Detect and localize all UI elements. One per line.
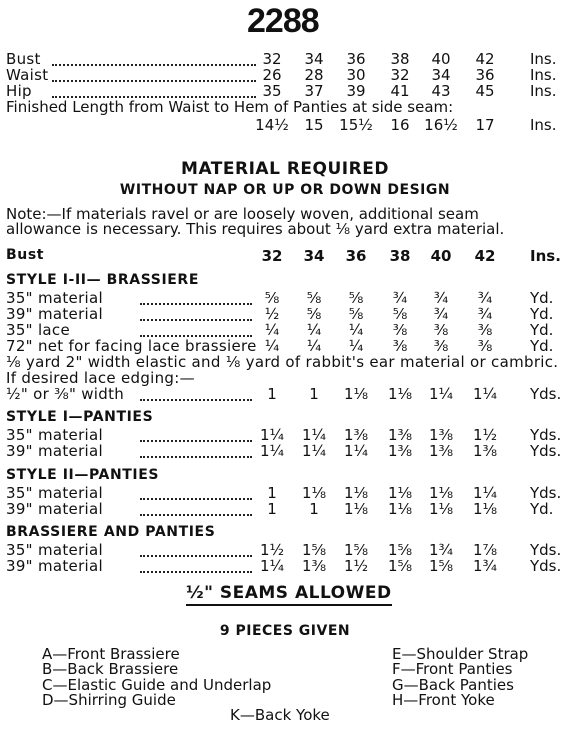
row-value: ¾	[392, 289, 408, 307]
row-value: 34	[431, 66, 451, 84]
row-unit: Yds.	[530, 426, 562, 444]
row-value: ⅜	[392, 321, 408, 339]
row-value: 1¼	[259, 442, 285, 460]
row-value: ¼	[348, 321, 364, 339]
row-value: 36	[346, 50, 366, 68]
piece-d: D—Shirring Guide	[42, 691, 176, 709]
row-label: Bust	[6, 50, 41, 68]
row-label: 39" material	[6, 305, 103, 323]
piece-f: F—Front Panties	[392, 660, 513, 678]
pattern-number: 2288	[247, 2, 319, 40]
row-unit: Ins.	[530, 82, 557, 100]
row-value: ⅝	[306, 289, 322, 307]
length-value: 15½	[339, 116, 373, 134]
row-value: 1¼	[472, 484, 498, 502]
pieces-heading: 9 PIECES GIVEN	[219, 623, 351, 639]
lace-edging-note: If desired lace edging:—	[6, 369, 195, 387]
row-value: 1⅝	[343, 541, 369, 559]
row-value: 1⅜	[343, 426, 369, 444]
leader-dots	[140, 498, 252, 500]
row-value: 1⅛	[343, 484, 369, 502]
length-value: 16	[390, 116, 410, 134]
note-line-2: allowance is necessary. This requires about ⅛ yard extra material.	[6, 220, 505, 238]
row-unit: Yd.	[530, 500, 554, 518]
row-value: 1⅜	[387, 442, 413, 460]
row-value: 1	[309, 500, 319, 518]
row-value: 1	[309, 385, 319, 403]
row-value: 1½	[259, 541, 285, 559]
row-value: 1¼	[259, 557, 285, 575]
row-value: 1⅛	[428, 500, 454, 518]
row-value: 1⅝	[428, 557, 454, 575]
bust-header-value: 42	[474, 247, 496, 265]
row-value: ⅝	[306, 305, 322, 323]
row-value: 1⅛	[343, 385, 369, 403]
row-value: 26	[262, 66, 282, 84]
row-value: 1⅝	[387, 541, 413, 559]
leader-dots	[140, 303, 252, 305]
finished-length-label: Finished Length from Waist to Hem of Panties at side seam:	[6, 98, 454, 116]
section-title: STYLE I—PANTIES	[6, 409, 154, 425]
row-value: 45	[475, 82, 495, 100]
row-value: 1⅛	[472, 500, 498, 518]
row-value: ⅝	[348, 305, 364, 323]
row-value: 36	[475, 66, 495, 84]
row-value: 1⅛	[387, 484, 413, 502]
row-value: 1¾	[428, 541, 454, 559]
row-unit: Ins.	[530, 50, 557, 68]
piece-h: H—Front Yoke	[392, 691, 495, 709]
row-value: 1¾	[472, 557, 498, 575]
row-value: ⅝	[348, 289, 364, 307]
row-value: 38	[390, 50, 410, 68]
row-value: 1⅜	[428, 442, 454, 460]
row-value: 41	[390, 82, 410, 100]
leader-dots	[140, 456, 252, 458]
row-label: 35" material	[6, 484, 103, 502]
row-value: 1⅝	[301, 541, 327, 559]
leader-dots	[140, 555, 252, 557]
row-value: 37	[304, 82, 324, 100]
row-value: ⅜	[477, 337, 493, 355]
row-value: 32	[262, 50, 282, 68]
row-label: 39" material	[6, 500, 103, 518]
length-value: 16½	[424, 116, 458, 134]
row-label: 39" material	[6, 557, 103, 575]
piece-c: C—Elastic Guide and Underlap	[42, 676, 272, 694]
row-value: ⅝	[392, 305, 408, 323]
row-unit: Yd.	[530, 337, 554, 355]
row-label: 35" lace	[6, 321, 70, 339]
row-value: 34	[304, 50, 324, 68]
row-value: ¾	[433, 289, 449, 307]
length-value: 17	[475, 116, 495, 134]
leader-dots	[52, 80, 256, 82]
material-heading: MATERIAL REQUIRED	[181, 159, 389, 179]
row-value: 40	[431, 50, 451, 68]
row-value: 1⅛	[387, 385, 413, 403]
piece-k: K—Back Yoke	[230, 706, 330, 724]
seams-allowed: ½" SEAMS ALLOWED	[186, 583, 392, 606]
section-title: BRASSIERE AND PANTIES	[6, 524, 216, 540]
piece-e: E—Shoulder Strap	[392, 645, 529, 663]
piece-b: B—Back Brassiere	[42, 660, 179, 678]
row-value: ⅜	[433, 337, 449, 355]
row-unit: Yds.	[530, 484, 562, 502]
row-label: 35" material	[6, 541, 103, 559]
row-value: 39	[346, 82, 366, 100]
row-value: 1¼	[259, 426, 285, 444]
leader-dots	[140, 514, 252, 516]
row-value: 1¼	[472, 385, 498, 403]
row-unit: Yds.	[530, 541, 562, 559]
row-label: 35" material	[6, 289, 103, 307]
row-value: 1⅛	[343, 500, 369, 518]
row-label: Hip	[6, 82, 32, 100]
leader-dots	[140, 440, 252, 442]
length-value: 15	[304, 116, 324, 134]
material-subheading: WITHOUT NAP OR UP OR DOWN DESIGN	[119, 182, 451, 198]
row-value: ¾	[433, 305, 449, 323]
row-value: ¼	[264, 337, 280, 355]
row-value: 1	[267, 484, 277, 502]
length-unit: Ins.	[530, 116, 557, 134]
length-value: 14½	[255, 116, 289, 134]
row-value: 1⅛	[387, 500, 413, 518]
row-value: ¼	[348, 337, 364, 355]
row-value: 1½	[343, 557, 369, 575]
row-value: 1⅛	[428, 484, 454, 502]
piece-a: A—Front Brassiere	[42, 645, 180, 663]
row-value: 1⅜	[428, 426, 454, 444]
row-value: 1⅞	[472, 541, 498, 559]
row-value: ¾	[477, 305, 493, 323]
row-value: 1	[267, 385, 277, 403]
row-value: ⅜	[433, 321, 449, 339]
row-label: 39" material	[6, 442, 103, 460]
note-line-1: Note:—If materials ravel or are loosely woven, additional seam	[6, 205, 479, 223]
row-value: 43	[431, 82, 451, 100]
leader-dots	[140, 571, 252, 573]
bust-header-value: 40	[430, 247, 452, 265]
row-value: 1⅜	[301, 557, 327, 575]
row-unit: Yd.	[530, 321, 554, 339]
row-value: 1⅝	[387, 557, 413, 575]
row-unit: Yd.	[530, 289, 554, 307]
row-label: ½" or ⅜" width	[6, 385, 125, 403]
row-value: 1⅜	[387, 426, 413, 444]
row-unit: Yds.	[530, 385, 562, 403]
row-unit: Yds.	[530, 442, 562, 460]
bust-header-value: 38	[389, 247, 411, 265]
row-value: 1¼	[301, 426, 327, 444]
row-value: ⅜	[392, 337, 408, 355]
row-label: 72" net for facing lace brassiere	[6, 337, 257, 355]
row-value: ¼	[306, 321, 322, 339]
row-value: 1	[267, 500, 277, 518]
elastic-note: ⅛ yard 2" width elastic and ⅛ yard of rabbit's ear material or cambric.	[6, 353, 559, 371]
leader-dots	[140, 399, 252, 401]
row-value: 1½	[472, 426, 498, 444]
row-value: 1¼	[301, 442, 327, 460]
piece-g: G—Back Panties	[392, 676, 514, 694]
bust-header-value: 32	[261, 247, 283, 265]
row-label: Waist	[6, 66, 49, 84]
row-value: ⅝	[264, 289, 280, 307]
leader-dots	[140, 319, 252, 321]
row-value: 35	[262, 82, 282, 100]
row-unit: Yd.	[530, 305, 554, 323]
row-unit: Ins.	[530, 66, 557, 84]
leader-dots	[52, 64, 256, 66]
section-title: STYLE II—PANTIES	[6, 467, 160, 483]
row-value: 32	[390, 66, 410, 84]
row-value: ¼	[264, 321, 280, 339]
row-value: 1¼	[343, 442, 369, 460]
section-title: STYLE I-II— BRASSIERE	[6, 272, 199, 288]
row-value: ⅜	[477, 321, 493, 339]
row-value: ½	[264, 305, 280, 323]
row-value: ¾	[477, 289, 493, 307]
bust-header-value: 34	[303, 247, 325, 265]
row-value: 42	[475, 50, 495, 68]
row-value: 1¼	[428, 385, 454, 403]
row-unit: Yds.	[530, 557, 562, 575]
bust-header-label: Bust	[6, 247, 45, 263]
row-label: 35" material	[6, 426, 103, 444]
bust-header-unit: Ins.	[530, 247, 561, 265]
row-value: 28	[304, 66, 324, 84]
bust-header-value: 36	[345, 247, 367, 265]
row-value: 30	[346, 66, 366, 84]
row-value: ¼	[306, 337, 322, 355]
row-value: 1⅜	[472, 442, 498, 460]
row-value: 1⅛	[301, 484, 327, 502]
